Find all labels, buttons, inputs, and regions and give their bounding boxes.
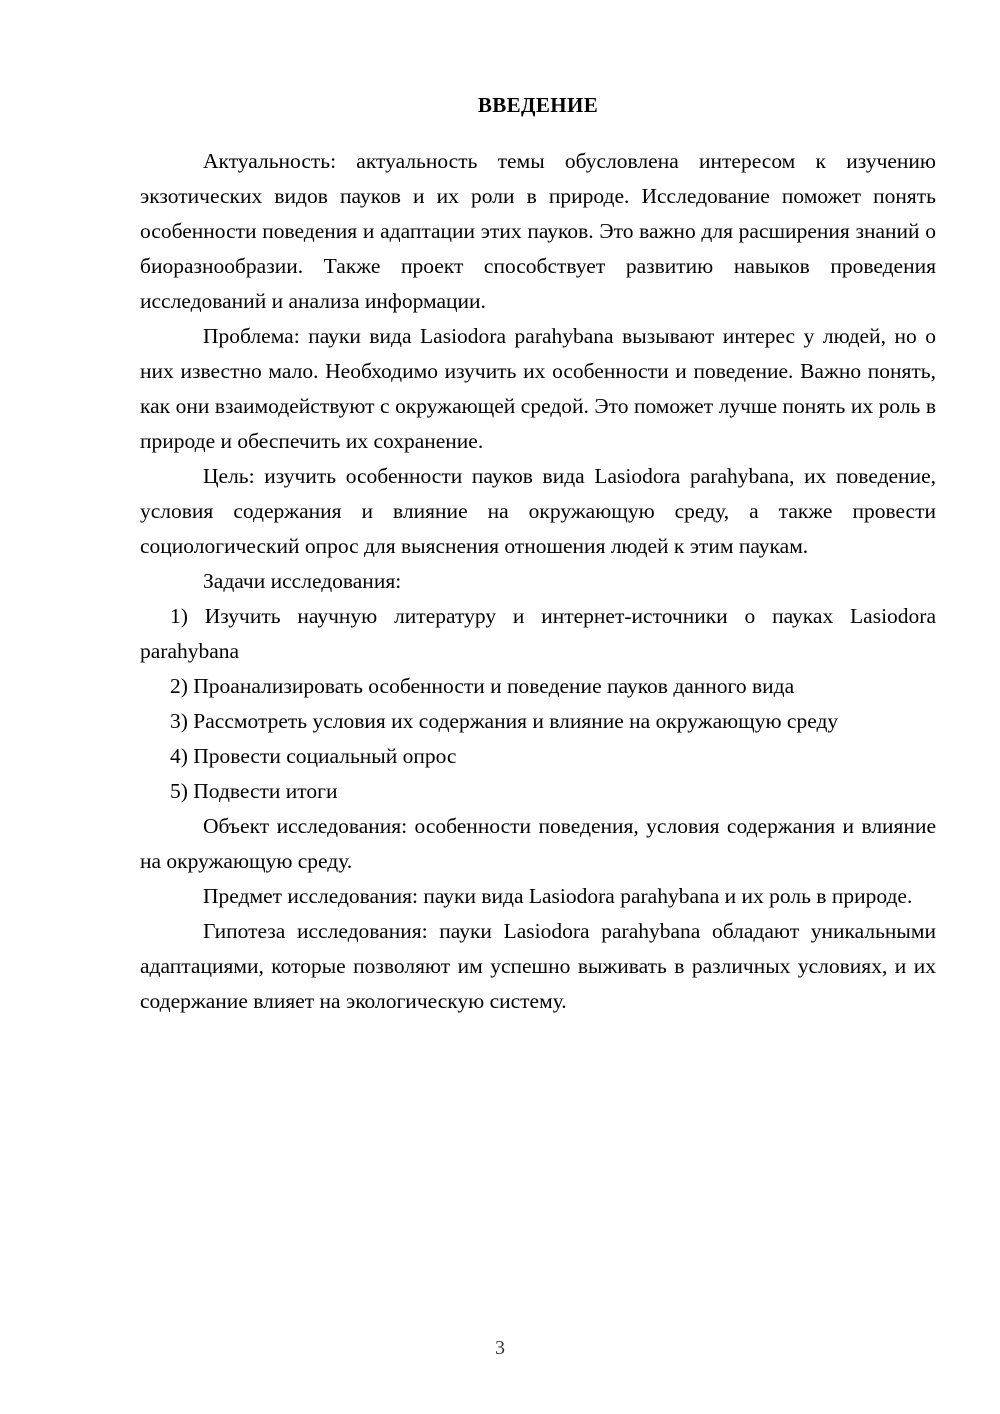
page-number: 3	[495, 1337, 505, 1359]
paragraph-problem: Проблема: пауки вида Lasiodora parahybana вызывают интерес у людей, но о них известно мало. Необходимо изучить их особенности и поведение. Важно понять, как они взаимодействуют с окружающей средой. Это поможет лучше понять их роль в природе и обеспечить их сохранение.	[140, 324, 936, 453]
paragraph-hypothesis: Гипотеза исследования: пауки Lasiodora parahybana обладают уникальными адаптациями, которые позволяют им успешно выживать в различных условиях, и их содержание влияет на экологическую систему.	[140, 919, 936, 1013]
paragraph-goal: Цель: изучить особенности пауков вида Lasiodora parahybana, их поведение, условия содержания и влияние на окружающую среду, а также провести социологический опрос для выяснения отношения людей к этим паукам.	[140, 464, 936, 558]
task-item-1: 1) Изучить научную литературу и интернет-источники о пауках Lasiodora parahybana	[140, 604, 936, 663]
page-title: ВВЕДЕНИЕ	[477, 93, 599, 117]
paragraph-object: Объект исследования: особенности поведения, условия содержания и влияние на окружающую среду.	[140, 814, 936, 873]
task-item-2: 2) Проанализировать особенности и поведение пауков данного вида	[170, 674, 795, 698]
paragraph-subject: Предмет исследования: пауки вида Lasiodora parahybana и их роль в природе.	[203, 884, 913, 908]
task-item-4: 4) Провести социальный опрос	[170, 744, 457, 768]
task-item-5: 5) Подвести итоги	[170, 779, 338, 803]
paragraph-relevance: Актуальность: актуальность темы обусловлена интересом к изучению экзотических видов пауков и их роли в природе. Исследование поможет понять особенности поведения и адаптации этих пауков. Это важно для расширения знаний о биоразнообразии. Также проект способствует развитию навыков проведения исследований и анализа информации.	[140, 149, 936, 313]
task-item-3: 3) Рассмотреть условия их содержания и влияние на окружающую среду	[170, 709, 839, 733]
paragraph-tasks-label: Задачи исследования:	[203, 569, 402, 593]
document-body	[140, 88, 936, 1019]
